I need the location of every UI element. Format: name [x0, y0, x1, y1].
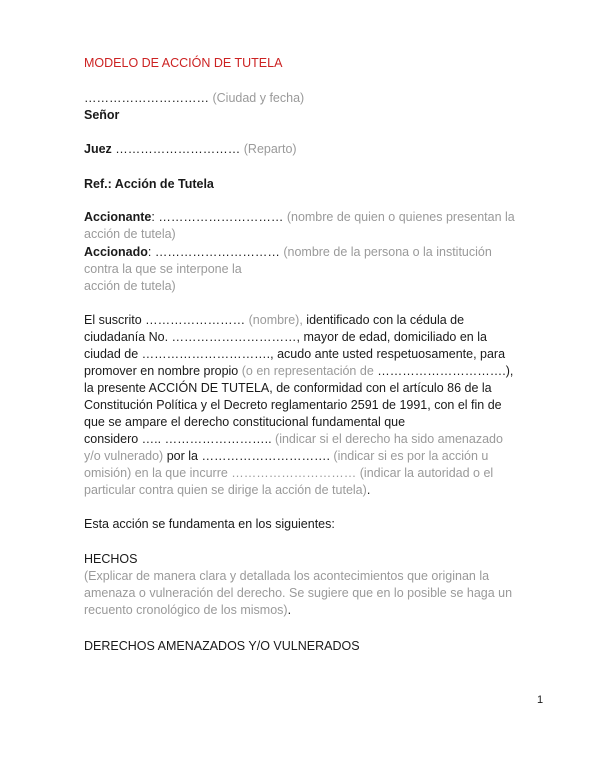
- body-line-3: ciudad de …………………………., acudo ante usted respetuosamente, para: [84, 347, 506, 361]
- body-line-4: [84, 363, 513, 380]
- body-line-6: Constitución Política y el Decreto reglamentario 2591 de 1991, con el fin de: [84, 398, 502, 412]
- body-line-1: [84, 312, 464, 329]
- body-line-2: ciudadanía No. …………………………, mayor de edad, domiciliado en la: [84, 330, 487, 344]
- body-hint: y/o vulnerado): [84, 449, 164, 463]
- ref-line: Ref.: Acción de Tutela: [84, 177, 214, 191]
- derechos-heading: DERECHOS AMENAZADOS Y/O VULNERADOS: [84, 639, 360, 653]
- accionante-label: Accionante: [84, 210, 152, 224]
- body-text: .: [287, 603, 292, 617]
- accionado-line: [84, 244, 492, 261]
- accionante-hint-2: acción de tutela): [84, 227, 176, 241]
- body-text: El suscrito ……………………: [84, 313, 246, 327]
- body-hint: (nombre),: [248, 313, 303, 327]
- juez-line: [84, 141, 297, 158]
- body-hint: particular contra quien se dirige la acción de tutela): [84, 483, 367, 497]
- fundamento-line: Esta acción se fundamenta en los siguientes:: [84, 517, 335, 531]
- city-date-hint: (Ciudad y fecha): [212, 91, 305, 105]
- accionado-dots: : …………………………: [147, 245, 280, 259]
- accionante-dots: : …………………………: [151, 210, 284, 224]
- body-hint: recuento cronológico de los mismos): [84, 603, 288, 617]
- body-text: .: [366, 483, 371, 497]
- accionado-label: Accionado: [84, 245, 148, 259]
- body-hint: (o en representación de: [241, 364, 374, 378]
- accionante-hint: (nombre de quien o quienes presentan la: [286, 210, 515, 224]
- city-date-line: [84, 90, 304, 107]
- hechos-line-1: (Explicar de manera clara y detallada los acontecimientos que originan la: [84, 569, 490, 583]
- body-line-8: [84, 431, 503, 448]
- body-text: considero ….. ……………………..: [84, 432, 272, 446]
- juez-label: Juez: [84, 142, 112, 156]
- accionado-hint-3: acción de tutela): [84, 279, 176, 293]
- hechos-line-2: amenaza o vulneración del derecho. Se sugiere que en lo posible se haga un: [84, 586, 513, 600]
- body-line-5: la presente ACCIÓN DE TUTELA, de conformidad con el artículo 86 de la: [84, 381, 492, 395]
- body-text: promover en nombre propio: [84, 364, 239, 378]
- body-line-9: [84, 448, 488, 465]
- body-hint: (indicar si el derecho ha sido amenazado: [275, 432, 503, 446]
- accionado-hint-2: contra la que se interpone la: [84, 262, 242, 276]
- hechos-heading: HECHOS: [84, 552, 138, 566]
- body-hint: (indicar si es por la acción u: [333, 449, 489, 463]
- body-line-10: omisión) en la que incurre ………………………… (indicar la autoridad o el: [84, 466, 494, 480]
- city-date-dots: …………………………: [84, 91, 209, 105]
- body-text: ………………………….),: [377, 364, 514, 378]
- body-line-7: que se ampare el derecho constitucional fundamental que: [84, 415, 406, 429]
- accionante-line: [84, 209, 515, 226]
- juez-dots: …………………………: [115, 142, 241, 156]
- body-text: identificado con la cédula de: [306, 313, 465, 327]
- page-number: 1: [537, 694, 544, 706]
- senor-label: Señor: [84, 108, 120, 122]
- body-line-11: [84, 482, 370, 499]
- hechos-line-3: [84, 602, 291, 619]
- accionado-hint: (nombre de la persona o la institución: [283, 245, 492, 259]
- body-text: por la ………………………….: [166, 449, 330, 463]
- juez-hint: (Reparto): [243, 142, 297, 156]
- document-title: MODELO DE ACCIÓN DE TUTELA: [84, 56, 283, 70]
